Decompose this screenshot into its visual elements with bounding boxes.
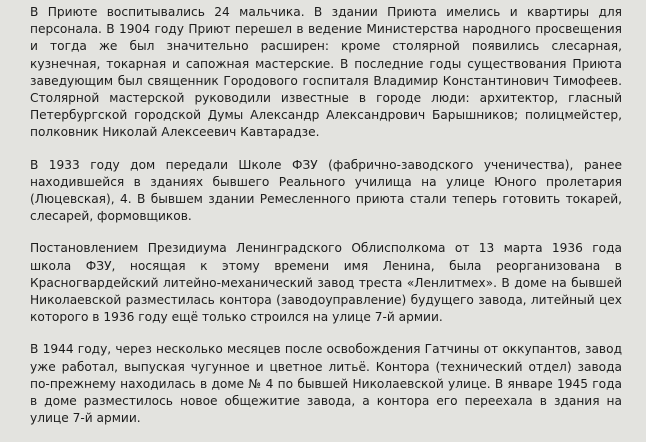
- paragraph-foundry-plant: Постановлением Президиума Ленинградского Облисполкома от 13 марта 1936 года школа ФЗУ, носящая к этому времени имя Ленина, была реорганизована в Красногвардейский литейно-механический завод треста «Ленлитмех». В доме на бывшей Николаевской разместилась контора (заводоуправление) будущего завода, литейный цех которого в 1936 году ещё только строился на улице 7-й армии.: [30, 241, 622, 325]
- paragraph-orphanage-history: В Приюте воспитывались 24 мальчика. В здании Приюта имелись и квартиры для персонала. В 1904 году Приют перешел в ведение Министерства народного просвещения и тогда же был значительно расширен: кроме столярной появились слесарная, кузнечная, токарная и сапожная мастерские. В последние годы существования Приюта заведующим был священник Городового госпиталя Владимир Константинович Тимофеев. Столярной мастерской руководили известные в городе люди: архитектор, гласный Петербургской городской Думы Александр Александрович Барышников; полицмейстер, полковник Николай Алексеевич Кавтарадзе.: [30, 5, 622, 140]
- paragraph-1944-plant: В 1944 году, через несколько месяцев после освобождения Гатчины от оккупантов, завод уже работал, выпуская чугунное и цветное литьё. Контора (технический отдел) завода по-прежнему находилась в доме № 4 по бывшей Николаевской улице. В январе 1945 года в доме разместилось новое общежитие завода, а контора его переехала в здания на улице 7-й армии.: [30, 342, 622, 426]
- article-text: [30, 4, 622, 442]
- paragraph-fzu-school: В 1933 году дом передали Школе ФЗУ (фабрично-заводского ученичества), ранее находившейся в зданиях бывшего Реального училища на улице Юного пролетария (Люцевская), 4. В бывшем здании Ремесленного приюта стали теперь готовить токарей, слесарей, формовщиков.: [30, 157, 622, 224]
